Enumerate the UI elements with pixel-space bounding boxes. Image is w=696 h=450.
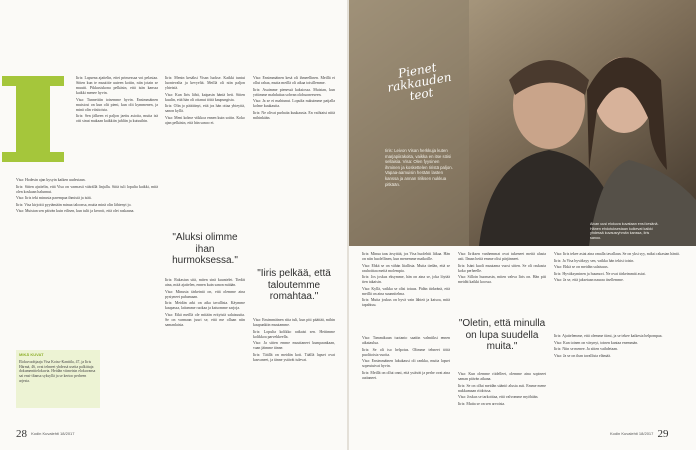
paragraph: Iiris: Sen jälkeen ei paljon jaettu asioita, mutta isä otti sinut mukaan kaikkiin juhliin ja kutsuihin. bbox=[76, 114, 158, 123]
paragraph: Visa: Ja se, että jaksetaan nauraa itsellemme. bbox=[554, 278, 624, 282]
paragraph: Visa: Minusta tärkeintä on, että olemme aina pystyneet puhumaan. bbox=[165, 289, 245, 299]
right-col2-lower bbox=[458, 372, 546, 422]
paragraph: Iiris: Niin se menee. Ja sitten vaihdetaan. bbox=[554, 347, 618, 351]
paragraph: Visa: Tunnettiin toisemme hyvin. Ensimmäinen muistosi on kun olit pieni, kun olit kymmenen, ja minä olin viisitoista. bbox=[76, 97, 158, 112]
paragraph: Visa: Hodesin ajan kysyin kaiken uudestaan. bbox=[16, 178, 86, 182]
paragraph: Iiris: Visa kirjoitti pyytämään minua taloonsa, mutta minä olin lähtenyt jo. bbox=[16, 202, 132, 207]
right-col1-lower bbox=[362, 336, 450, 422]
pull-quote-2 bbox=[253, 268, 335, 303]
intro-text: Iiris: Leivon Visan herkkuja kuten marjapiirakoita, vaikka en itse söisi sellaisia. Visa: Olen fyysinen ihminen ja koskettelen Iiristä paljon. Vapaa-aamuisin herään lasten kanssa ja annan Iiriksen nukkua pitkään. bbox=[385, 148, 453, 187]
paragraph: Iiris: Minua taas ärsyttää, jos Visa huolehtii liikaa. Hän on niin huolellinen, kun menemme matkoille. bbox=[362, 252, 450, 261]
page-number: 29 bbox=[657, 428, 669, 440]
left-folio bbox=[16, 428, 75, 440]
paragraph: Visa: Kun toinen on väsynyt, toinen kantaa enemmän. bbox=[554, 340, 639, 345]
paragraph: Iiris: Jos joskus eksymme, hän on aina se, joka löytää tien takaisin. bbox=[362, 275, 450, 284]
paragraph: Iiris: Rakastan sitä, miten sinä kuuntelet. Tiedät aina, mitä ajattelen, ennen kuin sanon mitään. bbox=[165, 278, 245, 287]
paragraph: Iiris: Lapsena ajattelin, ettei prinsessaa voi pelastaa. Sitten kun te muutitte uuteen kotiin, niin jotain se muutti. Pikkusiskona pelkäsin, että isän kanssa kaikki menee hyvin. bbox=[76, 76, 158, 95]
left-col3-lower bbox=[253, 318, 335, 420]
paragraph: Visa: Ensimmäinen lukukausi oli rankka, mutta lapset sopeutuivat hyvin. bbox=[362, 359, 450, 368]
paragraph: Iiris: Meidän arki on aika tavallista. Käymme kaupassa, laitamme ruokaa ja katsomme sarjoja. bbox=[165, 301, 245, 310]
pull-quote-3 bbox=[458, 318, 546, 353]
paragraph: Iiris: Hyväksyminen ja huumori. Ne ovat tärkeimmät asiat. bbox=[554, 271, 646, 276]
paragraph: Visa: Muistan sen päivän kuin eilisen, kun tulit ja kerroit, että olet raskaana. bbox=[16, 209, 135, 213]
pull-quote-text: "Iiris pelkää, että taloutemme romahtaa." bbox=[257, 268, 331, 302]
paragraph: Visa: Meni kolme viikkoa ennen kuin soitin. Koko ajan pelkäsin, että hän sanoo ei. bbox=[165, 115, 245, 125]
paragraph: Iiris: Olin jo päättänyt, että jos hän ottaa yhteyttä, sanon kyllä. bbox=[165, 104, 245, 113]
sidebox-title: MIKÄ KUVAT bbox=[19, 352, 44, 357]
paragraph: Visa: Ehkä se on meidän salaisuus. bbox=[554, 265, 609, 269]
right-col3-upper bbox=[554, 252, 682, 330]
right-folio bbox=[610, 428, 669, 440]
info-sidebox bbox=[16, 350, 100, 408]
paragraph: Visa: Ja sitten emme muuttaneet kumpaankaan, vaan jäimme tänne. bbox=[253, 341, 335, 350]
paragraph: Iiris: Menin kesäksi Visan luokse. Kaikki tuntui luontevalta ja kevyeltä. Meillä oli niin paljon yhteistä. bbox=[165, 76, 245, 90]
pull-quote-text: "Aluksi olimme ihan hurmoksessa." bbox=[172, 232, 238, 266]
right-col3-lower bbox=[554, 334, 682, 422]
paragraph: Visa: Iiriksen vanhemmat ovat tukeneet meitä alusta asti. Ilman heitä emme olisi pärjänneet. bbox=[458, 252, 546, 261]
paragraph: Visa: Kyllä, vaikka se olisi totuus. Pidän tärkeänä, että meillä on aina suunnitelma. bbox=[362, 286, 450, 296]
paragraph: Iiris: Täällä on meidän koti. Täällä lapset ovat kasvaneet, ja tänne ystävät tulevat. bbox=[253, 352, 335, 362]
paragraph: Visa: Ja se ei mahtunut. Lopulta nukuimme patjalla kolme kuukautta. bbox=[253, 99, 335, 108]
paragraph: Visa: Eikä meillä ole mitään erityistä salaisuutta. Se on varmaan juuri se, että me ollaan niin samanlaisia. bbox=[165, 312, 245, 327]
paragraph: Iiris: Isäni kuoli muutama vuosi sitten. Se oli raskasta koko perheelle. bbox=[458, 263, 546, 273]
paragraph: Iiris: Ne olivat parhaita kuukausia. En vaihtaisi niitä mihinkään. bbox=[253, 110, 335, 120]
paragraph: Visa: Kun olemme riidelleet, olemme aina sopineet saman päivän aikana. bbox=[458, 372, 546, 381]
paragraph: Iiris: Mutta se on sen arvoista. bbox=[458, 401, 506, 406]
right-col1-upper bbox=[362, 252, 450, 332]
drop-cap-letter bbox=[16, 76, 50, 162]
pull-quote-text: "Oletin, että minulla on lupa suudella muita." bbox=[458, 318, 546, 352]
paragraph: Iiris: Mutta joskus on hyvä vain lähteä ja katsoa, mitä tapahtuu. bbox=[362, 298, 450, 307]
paragraph: Iiris: Sitten ajattelin, että Visa on varmasti väärällä linjalla. Siitä tuli lopulta kaikki, mitä olen koskaan halunnut. bbox=[16, 184, 158, 194]
left-col2-upper bbox=[165, 76, 245, 226]
right-col2-upper bbox=[458, 252, 546, 312]
magazine-issue: Kodin Kuvalehti 18/2017 bbox=[31, 431, 75, 437]
paragraph: Visa: Ja se on ihan tavallista elämää. bbox=[554, 353, 611, 358]
paragraph: Iiris: Ja Visa hyväksyy sen, vaikka hän tekisi toisin. bbox=[554, 258, 635, 263]
photo-caption: Aivan uusi elokuva kuvataan ensi kesänä. Hänen ehdotuksestaan kulkevat kaikki yhdessä kuvausryhmän kanssa, Iiris sanoo. bbox=[590, 222, 659, 240]
paragraph: Iiris: Se oli iso helpotus. Olimme tehneet töitä puolitoista vuotta. bbox=[362, 347, 450, 357]
article-title: Pienet rakkauden teot bbox=[386, 60, 453, 104]
left-page bbox=[0, 0, 347, 450]
paragraph: Visa: Iiris teki minusta parempaa ihmistä ja isää. bbox=[16, 196, 92, 200]
magazine-issue: Kodin Kuvalehti 18/2017 bbox=[610, 431, 654, 437]
paragraph: Iiris: Asuimme pienessä kaksiossa. Muistan, kun yritimme mahduttaa sohvan olohuoneeseen. bbox=[253, 87, 335, 97]
pull-quote-1 bbox=[165, 232, 245, 267]
left-col2-lower bbox=[165, 278, 245, 418]
sidebox-text: Elokuvaohjaaja Visa Koiso-Kanttila, 47, ja Iiris Härmä, 46, ovat tehneet yhdessä useita palkittuja dokumenttielokuvia. Heidän viimeisin elokuvansa sai ensi-iltansa syksyllä ja se kertoo perheen arjesta. bbox=[19, 359, 96, 383]
paragraph: Iiris: Lopulta kolikko ratkaisi sen. Heitimme kolikkoa parvekkeella. bbox=[253, 329, 335, 339]
paragraph: Visa: Joskus se tarkoittaa, että valvomme myöhään. bbox=[458, 395, 539, 399]
paragraph: Visa: Ensimmäinen riita tuli, kun piti päättää, mihin kaupunkiin muutamme. bbox=[253, 318, 335, 327]
paragraph: Visa: Tammikuun tuotanto saatiin valmiiksi ennen aikataulua. bbox=[362, 336, 450, 345]
paragraph: Iiris: Se on ollut meidän sääntö alusta asti. Emme mene nukkumaan riidoissa. bbox=[458, 383, 546, 393]
paragraph: Visa: Iiris tekee asiat aina omalla tavallaan. Se on yksi syy, miksi rakastan häntä. bbox=[554, 252, 680, 256]
left-col1-lower bbox=[16, 178, 158, 343]
paragraph: Visa: Kun Iiris lähti, kaipasin häntä heti. Sitten kuulin, että hän oli ottanut töitä kaupungista. bbox=[165, 92, 245, 102]
paragraph: Iiris: Ajattelemme, että olemme tiimi, ja se tekee kaikesta helpompaa. bbox=[554, 334, 663, 338]
paragraph: Iiris: Meillä on ollut onni, että ystävät ja perhe ovat aina auttaneet. bbox=[362, 370, 450, 380]
left-col3-upper bbox=[253, 76, 335, 241]
paragraph: Visa: Ehkä se on vähän liiallista. Mutta tiedän, että se rauhoittaa meitä molempia. bbox=[362, 263, 450, 273]
page-number: 28 bbox=[16, 428, 27, 440]
paragraph: Visa: Ensimmäinen kesä oli ihmeellinen. Meillä ei ollut rahaa, mutta meillä oli aikaa toisillemme. bbox=[253, 76, 335, 85]
paragraph: Visa: Silloin huomasin, miten vahva Iiris on. Hän piti meidät kaikki koossa. bbox=[458, 275, 546, 284]
